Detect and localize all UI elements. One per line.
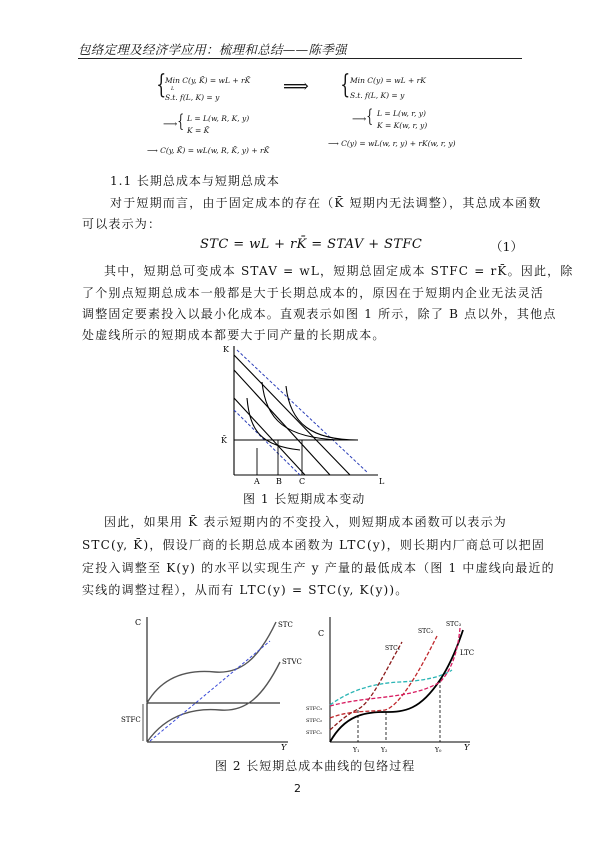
derivation-left-subscript: L <box>171 86 175 92</box>
left-arrow-mid: ⟶ <box>163 119 178 130</box>
paragraph-2-line-1: 其中，短期总可变成本 STAV = wL，短期总固定成本 STFC = rK̄。因此，除 <box>104 264 574 278</box>
derivation-left-L: L = L(w, R, K, y) <box>187 114 250 123</box>
fig2-right-stc3-label: STC₃ <box>446 621 462 628</box>
paragraph-3-line-4: 实线的调整过程），从而有 LTC(y) = STC(y, K(y))。 <box>82 583 409 597</box>
fig2-left-stvc-curve <box>147 662 280 742</box>
fig2-left-x-label: Y <box>281 743 287 752</box>
right-arrow-mid: ⟶ <box>352 114 367 125</box>
paragraph-2-line-3: 调整固定要素投入以最小化成本。直观表示如图 1 所示，除了 B 点以外，其他点 <box>82 307 557 321</box>
derivation-right-K: K = K(w, r, y) <box>377 121 428 130</box>
figure-1-caption: 图 1 长短期成本变动 <box>243 492 366 506</box>
fig1-kbar-label: K̄ <box>221 436 227 445</box>
fig1-y-label: K <box>223 345 229 354</box>
right-mid-brace: { <box>366 106 374 127</box>
fig2-right-y2-label: Y₂ <box>381 747 388 754</box>
running-header: 包络定理及经济学应用：梳理和总结——陈季强 <box>78 42 347 57</box>
fig2-right-y-label: C <box>318 629 325 638</box>
fig2-right-stc1-label: STC₁ <box>385 645 401 652</box>
derivation-right-result: ⟶ C(y) = wL(w, r, y) + rK(w, r, y) <box>328 139 456 148</box>
fig2-right-y1-label: Y₁ <box>353 747 360 754</box>
fig1-point-A: A <box>254 477 260 486</box>
fig2-left-y-label: C <box>135 618 142 627</box>
paragraph-3-line-2: STC(y, K̄)，假设厂商的长期总成本函数为 LTC(y)，则长期内厂商总可以把固 <box>82 538 546 552</box>
fig2-right-stc1-curve <box>330 642 402 730</box>
derivation-left-K: K = K̄ <box>187 126 210 135</box>
paragraph-1-line-1: 对于短期而言，由于固定成本的存在（K̄ 短期内无法调整），其总成本函数 <box>110 196 542 210</box>
fig1-point-C: C <box>299 477 306 486</box>
fig2-right-stc2-curve <box>330 636 437 718</box>
paragraph-2-line-4: 处虚线所示的短期成本都要大于同产量的长期成本。 <box>82 328 386 342</box>
fig2-left-panel <box>121 617 302 752</box>
derivation-left-result: ⟶ C(y, K̄) = wL(w, R, K̄, y) + rK̄ <box>147 146 270 155</box>
derivation-right-constraint: S.t. f(L, K) = y <box>350 91 405 100</box>
equation-1-number: （1） <box>490 239 523 254</box>
paragraph-2-line-2: 了个别点短期总成本一般都是大于长期总成本的，原因在于短期内企业无法灵活 <box>82 286 545 300</box>
fig2-right-panel <box>306 617 474 754</box>
equation-1: STC = wL + rK̄ = STAV + STFC <box>200 237 423 252</box>
fig2-left-stvc-label: STVC <box>282 658 302 666</box>
fig2-left-tangent-line <box>150 641 270 741</box>
fig2-right-stfc1-label: STFC₁ <box>306 730 323 736</box>
fig2-right-ltc-label: LTC <box>460 649 475 657</box>
page-number: 2 <box>294 782 301 795</box>
fig2-left-stfc-label: STFC <box>121 716 141 724</box>
paragraph-1-line-2: 可以表示为： <box>82 217 162 231</box>
implies-arrow: ⟹ <box>283 76 309 97</box>
fig2-right-stc3-curve <box>330 628 460 706</box>
paragraph-3-line-1: 因此，如果用 K̄ 表示短期内的不变投入，则短期成本函数可以表示为 <box>104 515 507 529</box>
fig1-x-label: L <box>379 477 385 486</box>
derivation-right-objective: Min C(y) = wL + rK <box>350 76 426 85</box>
left-brace: { <box>156 70 167 100</box>
section-title: 1.1 长期总成本与短期总成本 <box>110 174 280 188</box>
derivation-left-objective: Min C(y, K̄) = wL + rK̄ <box>165 76 251 85</box>
left-mid-brace: { <box>177 111 185 132</box>
fig2-left-stc-label: STC <box>278 621 293 629</box>
fig2-right-x-label: Y <box>464 743 470 752</box>
fig2-right-y0-label: Y₀ <box>435 747 442 754</box>
figure-2-caption: 图 2 长短期总成本曲线的包络过程 <box>215 759 416 773</box>
fig2-right-stfc2-label: STFC₂ <box>306 718 323 724</box>
fig2-left-stc-curve <box>147 622 276 703</box>
paragraph-3-line-3: 定投入调整至 K(y) 的水平以实现生产 y 产量的最低成本（图 1 中虚线向最近的 <box>82 561 555 575</box>
right-brace: { <box>340 70 351 100</box>
derivation-right-L: L = L(w, r, y) <box>377 109 426 118</box>
derivation-left-constraint: S.t. f(L, K) = y <box>165 93 220 102</box>
fig2-right-stfc3-label: STFC₃ <box>306 706 323 712</box>
fig1-point-B: B <box>276 477 282 486</box>
fig2-right-stc2-label: STC₂ <box>418 628 434 635</box>
